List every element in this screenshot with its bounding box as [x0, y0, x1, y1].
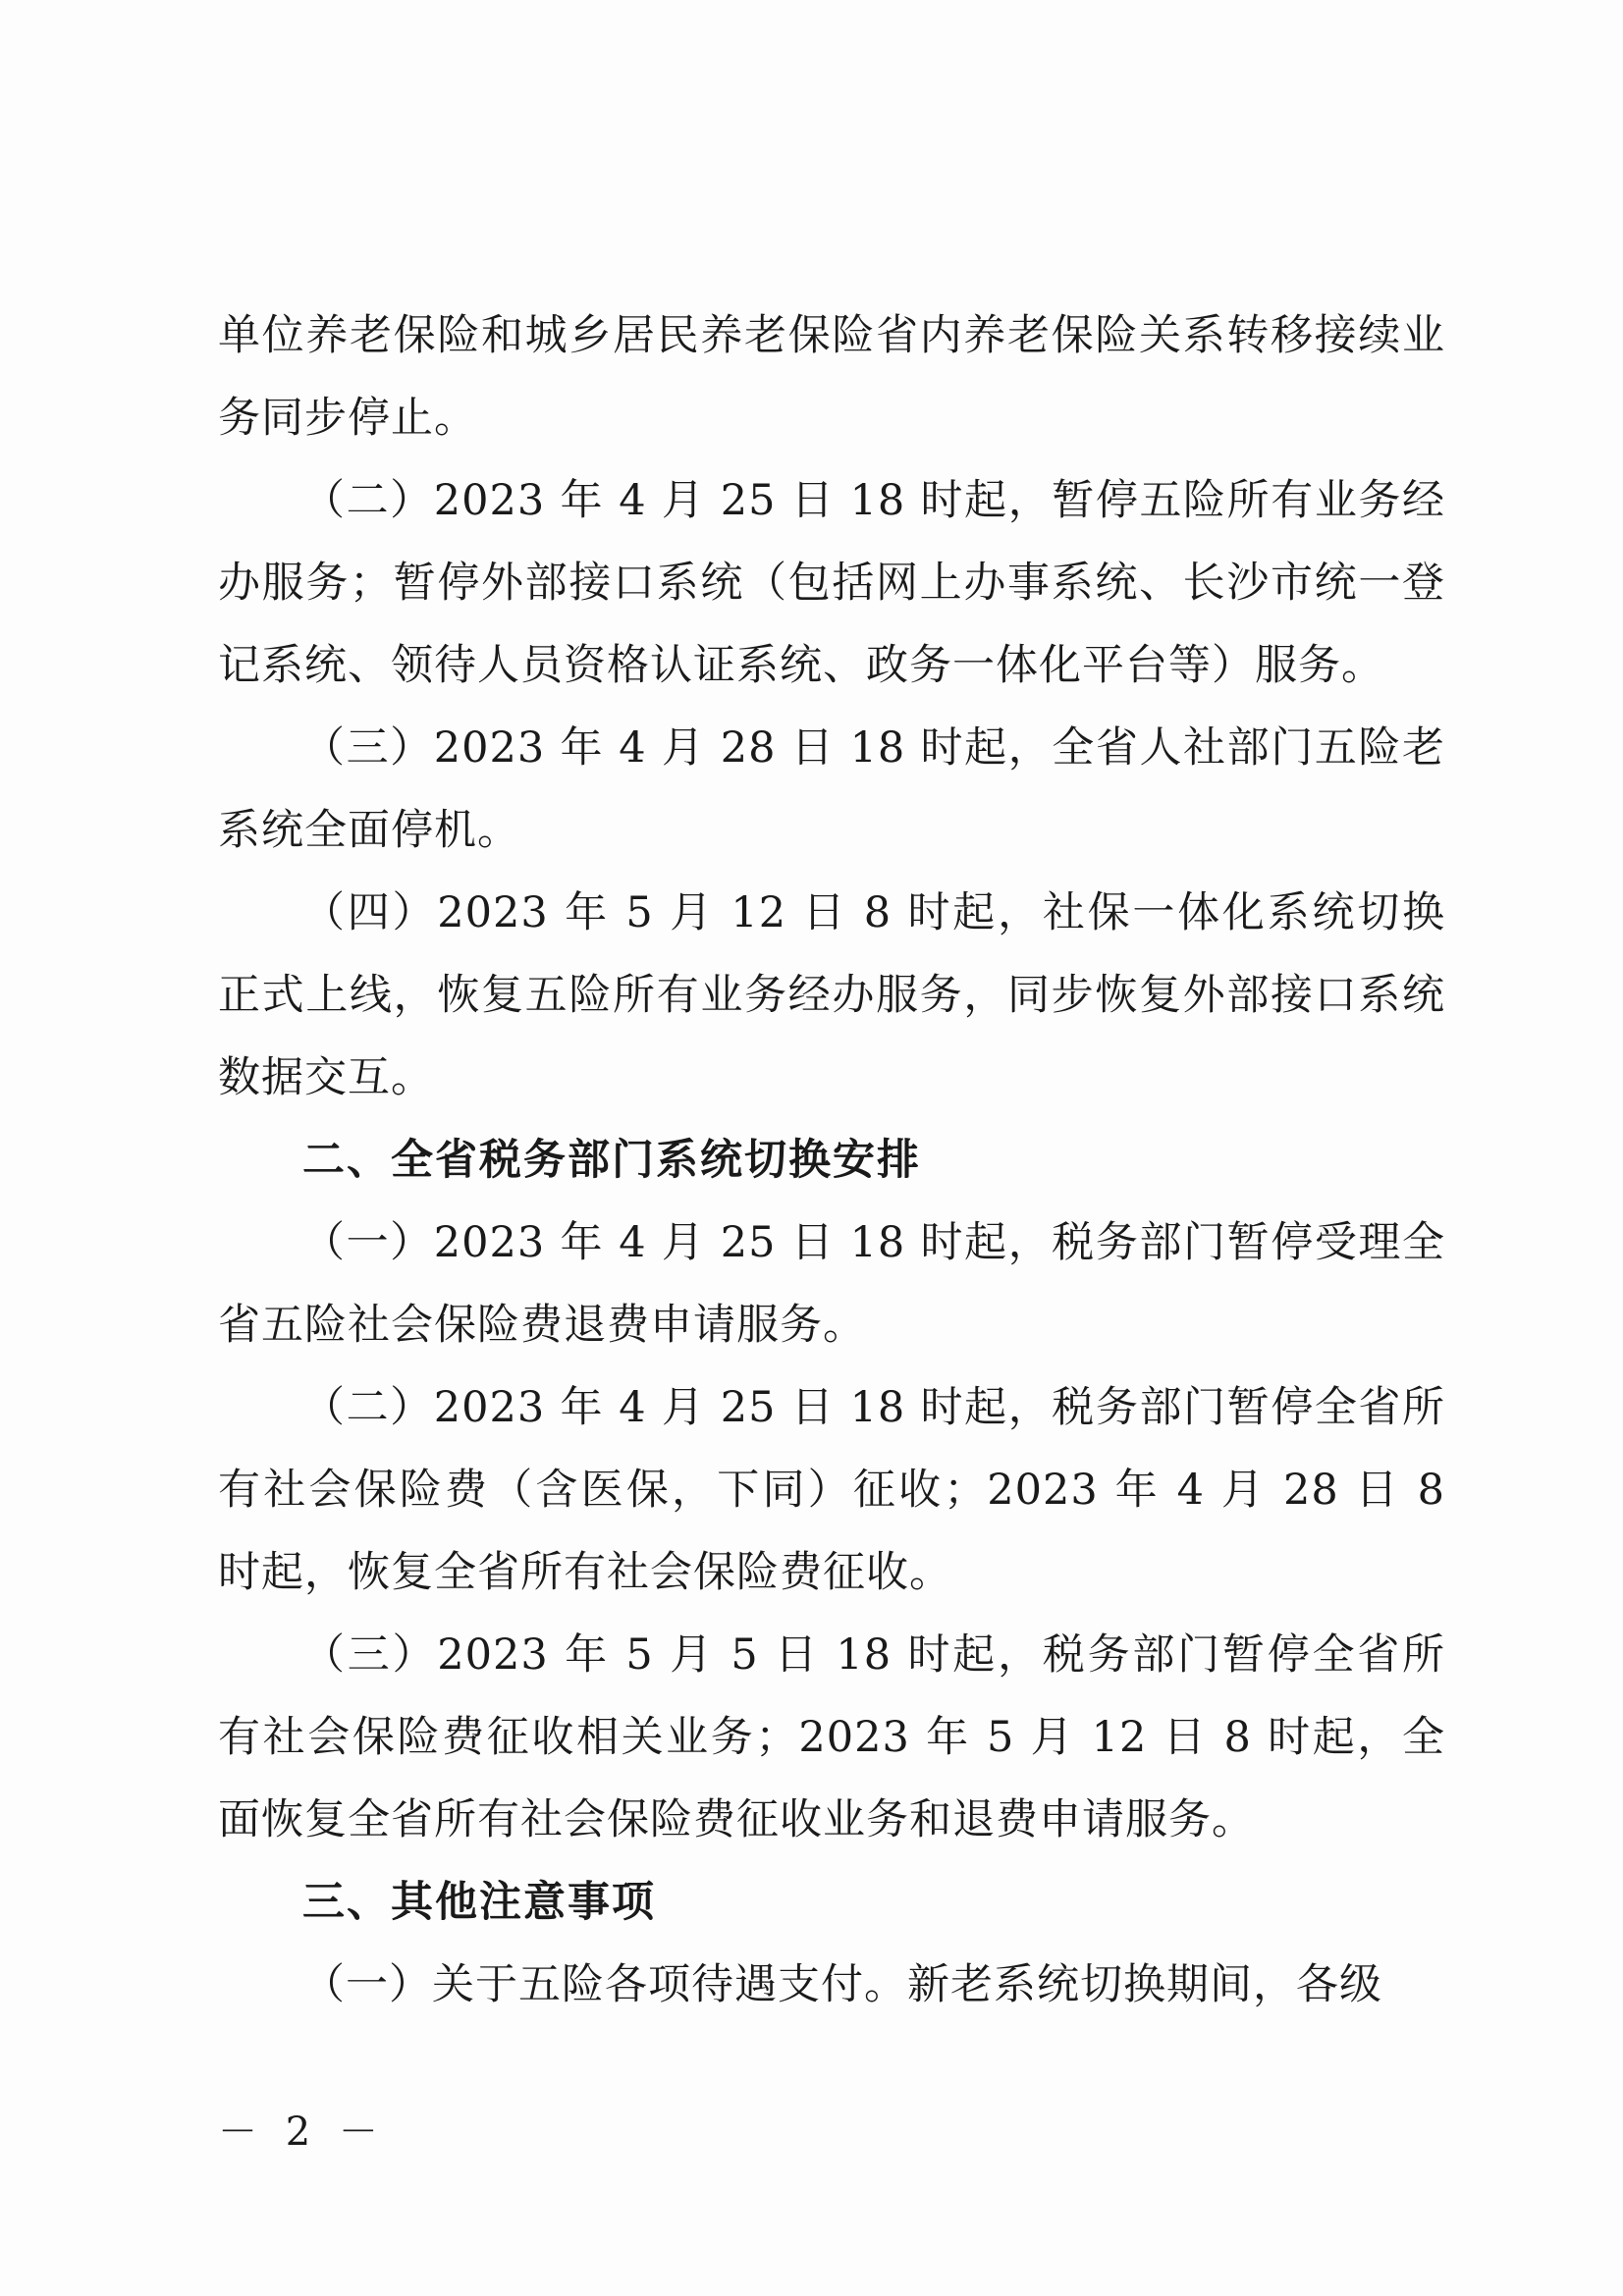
- section-heading-other: 三、其他注意事项: [302, 1878, 656, 1927]
- paragraph-tax-item-3: （三）2023 年 5 月 5 日 18 时起，税务部门暂停全省所有社会保险费征收相关业务；2023 年 5 月 12 日 8 时起，全面恢复全省所有社会保险费征收业务和退费申请服务。: [218, 1630, 1445, 1844]
- document-body: [218, 294, 1445, 2026]
- page-number: － 2 －: [218, 2109, 386, 2155]
- paragraph-item-3: （三）2023 年 4 月 28 日 18 时起，全省人社部门五险老系统全面停机。: [218, 723, 1445, 855]
- paragraph-item-4: （四）2023 年 5 月 12 日 8 时起，社保一体化系统切换正式上线，恢复五险所有业务经办服务，同步恢复外部接口系统数据交互。: [218, 888, 1445, 1102]
- paragraph-tax-item-1: （一）2023 年 4 月 25 日 18 时起，税务部门暂停受理全省五险社会保险费退费申请服务。: [218, 1218, 1445, 1350]
- section-heading-tax: 二、全省税务部门系统切换安排: [302, 1136, 921, 1185]
- paragraph-tax-item-2: （二）2023 年 4 月 25 日 18 时起，税务部门暂停全省所有社会保险费（含医保，下同）征收；2023 年 4 月 28 日 8 时起，恢复全省所有社会保险费征收。: [218, 1383, 1445, 1597]
- paragraph-other-item-1: （一）关于五险各项待遇支付。新老系统切换期间，各级: [302, 1960, 1382, 2009]
- paragraph-continuation: 单位养老保险和城乡居民养老保险省内养老保险关系转移接续业务同步停止。: [218, 311, 1445, 443]
- paragraph-item-2: （二）2023 年 4 月 25 日 18 时起，暂停五险所有业务经办服务；暂停外部接口系统（包括网上办事系统、长沙市统一登记系统、领待人员资格认证系统、政务一体化平台等）服务。: [218, 476, 1445, 690]
